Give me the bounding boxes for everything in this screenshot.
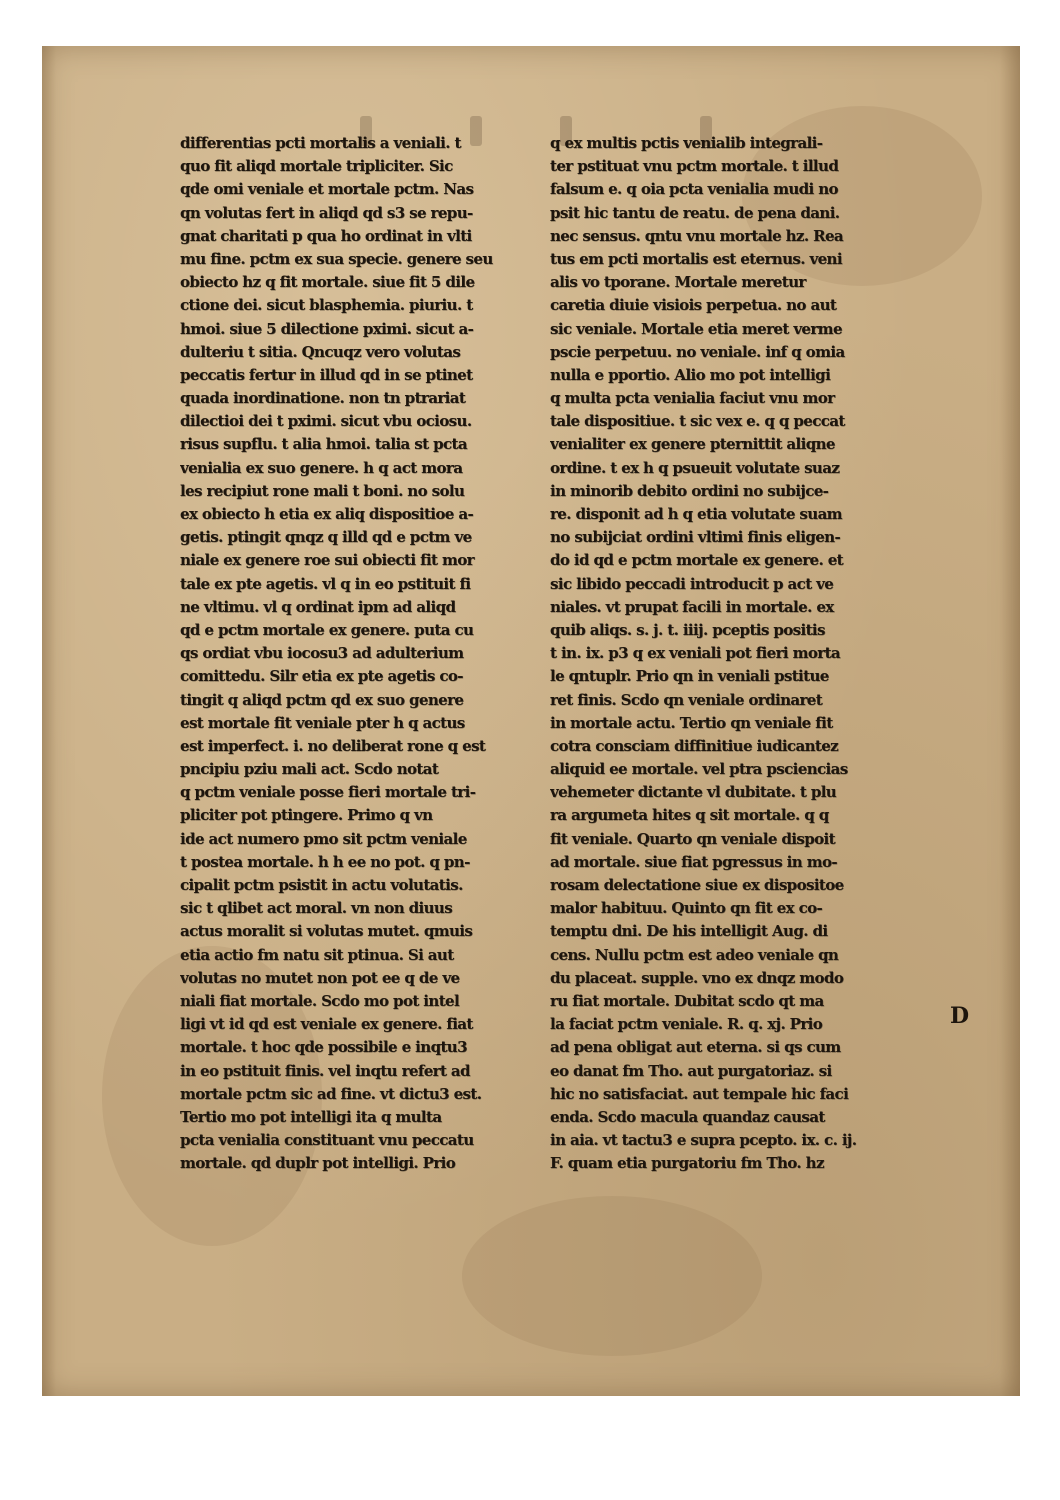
text-line: cipalit pctm psistit in actu volutatis. — [180, 876, 463, 894]
text-line: hic no satisfaciat. aut tempale hic faci — [550, 1084, 849, 1103]
text-line: in minorib debito ordini no subijce- — [550, 481, 829, 500]
text-line: le qntuplr. Prio qn in veniali pstitue — [550, 667, 829, 686]
text-line: sic t qlibet act moral. vn non diuus — [180, 899, 453, 918]
text-line: peccatis fertur in illud qd in se ptinet — [180, 365, 473, 384]
text-line: actus moralit si volutas mutet. qmuis — [180, 922, 473, 941]
text-line: nulla e pportio. Alio mo pot intelligi — [550, 365, 831, 384]
text-line: venialia ex suo genere. h q act mora — [180, 458, 463, 477]
text-line: caretia diuie visiois perpetua. no aut — [550, 296, 837, 315]
text-line: tus em pcti mortalis est eternus. veni — [550, 249, 842, 268]
text-line: ex obiecto h etia ex aliq dispositioe a- — [180, 505, 474, 523]
text-line: niale ex genere roe sui obiecti fit mor — [180, 551, 474, 570]
text-line: mortale. t hoc qde possibile e inqtu3 — [180, 1038, 467, 1057]
text-line: no subijciat ordini vltimi finis eligen- — [550, 528, 841, 547]
text-line: etia actio fm natu sit ptinua. Si aut — [180, 945, 454, 964]
text-line: in aia. vt tactu3 e supra pcepto. ix. c. ij. — [550, 1131, 857, 1150]
text-line: ru fiat mortale. Dubitat scdo qt ma — [550, 991, 824, 1010]
text-line: falsum e. q oia pcta venialia mudi no — [550, 180, 838, 199]
text-line: tale dispositiue. t sic vex e. q q peccat — [550, 412, 845, 431]
text-line: tale ex pte agetis. vl q in eo pstituit fi — [180, 574, 471, 593]
text-line: ne vltimu. vl q ordinat ipm ad aliqd — [180, 597, 456, 616]
text-line: dulteriu t sitia. Qncuqz vero volutas — [180, 342, 461, 361]
text-line: pcta venialia constituant vnu peccatu — [180, 1131, 474, 1150]
text-line: q ex multis pctis venialib integrali- — [550, 134, 823, 152]
text-line: Tertio mo pot intelligi ita q multa — [180, 1107, 442, 1126]
text-line: obiecto hz q fit mortale. siue fit 5 dile — [180, 273, 475, 292]
text-line: t in. ix. p3 q ex veniali pot fieri morta — [550, 644, 841, 663]
text-line: enda. Scdo macula quandaz causat — [550, 1107, 825, 1126]
text-line: est mortale fit veniale pter h q actus — [180, 713, 465, 732]
text-line: getis. ptingit qnqz q illd qd e pctm ve — [180, 528, 472, 547]
text-line: qde omi veniale et mortale pctm. Nas — [180, 180, 474, 199]
text-line: quada inordinatione. non tn ptrariat — [180, 389, 466, 408]
text-line: volutas no mutet non pot ee q de ve — [180, 968, 460, 987]
left-text-column — [180, 132, 528, 1175]
text-line: ctione dei. sicut blasphemia. piuriu. t — [180, 296, 473, 315]
text-line: pncipiu pziu mali act. Scdo notat — [180, 760, 439, 779]
text-line: risus supflu. t alia hmoi. talia st pcta — [180, 435, 467, 454]
text-line: les recipiut rone mali t boni. no solu — [180, 481, 465, 500]
text-line: differentias pcti mortalis a veniali. t — [180, 134, 461, 152]
text-line: nec sensus. qntu vnu mortale hz. Rea — [550, 226, 844, 245]
text-line: ide act numero pmo sit pctm veniale — [180, 829, 467, 848]
text-line: niales. vt prupat facili in mortale. ex — [550, 597, 834, 616]
text-line: rosam delectatione siue ex dispositoe — [550, 876, 844, 894]
text-line: alis vo tporane. Mortale meretur — [550, 273, 806, 292]
text-line: qs ordiat vbu iocosu3 ad adulterium — [180, 644, 464, 663]
text-line: quo fit aliqd mortale tripliciter. Sic — [180, 157, 453, 176]
text-line: comittedu. Silr etia ex pte agetis co- — [180, 667, 463, 686]
text-line: du placeat. supple. vno ex dnqz modo — [550, 968, 844, 987]
text-line: ra argumeta hites q sit mortale. q q — [550, 806, 829, 825]
text-line: pscie perpetuu. no veniale. inf q omia — [550, 342, 845, 361]
text-line: ordine. t ex h q psueuit volutate suaz — [550, 458, 840, 477]
text-line: tingit q aliqd pctm qd ex suo genere — [180, 690, 464, 709]
text-line: dilectioi dei t pximi. sicut vbu ociosu. — [180, 412, 472, 431]
text-line: mu fine. pctm ex sua specie. genere seu — [180, 249, 493, 268]
text-line: mortale. qd duplr pot intelligi. Prio — [180, 1154, 456, 1173]
text-line: sic veniale. Mortale etia meret verme — [550, 319, 842, 338]
text-line: in eo pstituit finis. vel inqtu refert ad — [180, 1061, 470, 1080]
text-line: re. disponit ad h q etia volutate suam — [550, 505, 842, 523]
text-line: cens. Nullu pctm est adeo veniale qn — [550, 945, 839, 964]
text-line: q multa pcta venialia faciut vnu mor — [550, 389, 835, 408]
text-line: hmoi. siue 5 dilectione pximi. sicut a- — [180, 319, 474, 338]
signature-mark: D — [950, 1003, 970, 1029]
text-line: t postea mortale. h h ee no pot. q pn- — [180, 852, 470, 871]
text-line: ad mortale. siue fiat pgressus in mo- — [550, 852, 837, 871]
text-line: vehemeter dictante vl dubitate. t plu — [550, 783, 837, 802]
right-text-column — [550, 132, 898, 1175]
text-line: pliciter pot ptingere. Primo q vn — [180, 806, 433, 825]
text-line: cotra consciam diffinitiue iudicantez — [550, 736, 839, 755]
text-line: qd e pctm mortale ex genere. puta cu — [180, 620, 474, 639]
text-line: sic libido peccadi introducit p act ve — [550, 574, 834, 593]
text-line: quib aliqs. s. j. t. iiij. pceptis positis — [550, 620, 825, 639]
text-line: est imperfect. i. no deliberat rone q est — [180, 736, 486, 755]
text-line: do id qd e pctm mortale ex genere. et — [550, 551, 843, 570]
text-line: temptu dni. De his intelligit Aug. di — [550, 922, 828, 941]
text-line: gnat charitati p qua ho ordinat in vlti — [180, 226, 472, 245]
text-line: ligi vt id qd est veniale ex genere. fiat — [180, 1015, 473, 1034]
paper-stain — [462, 1196, 762, 1356]
text-line: ter pstituat vnu pctm mortale. t illud — [550, 157, 839, 176]
text-line: mortale pctm sic ad fine. vt dictu3 est. — [180, 1084, 482, 1103]
text-line: eo danat fm Tho. aut purgatoriaz. si — [550, 1061, 832, 1080]
text-line: fit veniale. Quarto qn veniale dispoit — [550, 829, 835, 848]
text-line: ad pena obligat aut eterna. si qs cum — [550, 1038, 841, 1057]
text-line: ret finis. Scdo qn veniale ordinaret — [550, 690, 823, 709]
text-line: q pctm veniale posse fieri mortale tri- — [180, 783, 476, 802]
text-line: in mortale actu. Tertio qn veniale fit — [550, 713, 833, 732]
text-line: psit hic tantu de reatu. de pena dani. — [550, 203, 840, 222]
text-line: qn volutas fert in aliqd qd s3 se repu- — [180, 203, 473, 222]
text-line: niali fiat mortale. Scdo mo pot intel — [180, 991, 460, 1010]
text-line: malor habituu. Quinto qn fit ex co- — [550, 899, 823, 918]
text-line: la faciat pctm veniale. R. q. xj. Prio — [550, 1015, 823, 1034]
text-line: F. quam etia purgatoriu fm Tho. hz — [550, 1154, 824, 1173]
text-line: aliquid ee mortale. vel ptra psciencias — [550, 760, 848, 779]
text-line: venialiter ex genere pternittit aliqne — [550, 435, 835, 454]
